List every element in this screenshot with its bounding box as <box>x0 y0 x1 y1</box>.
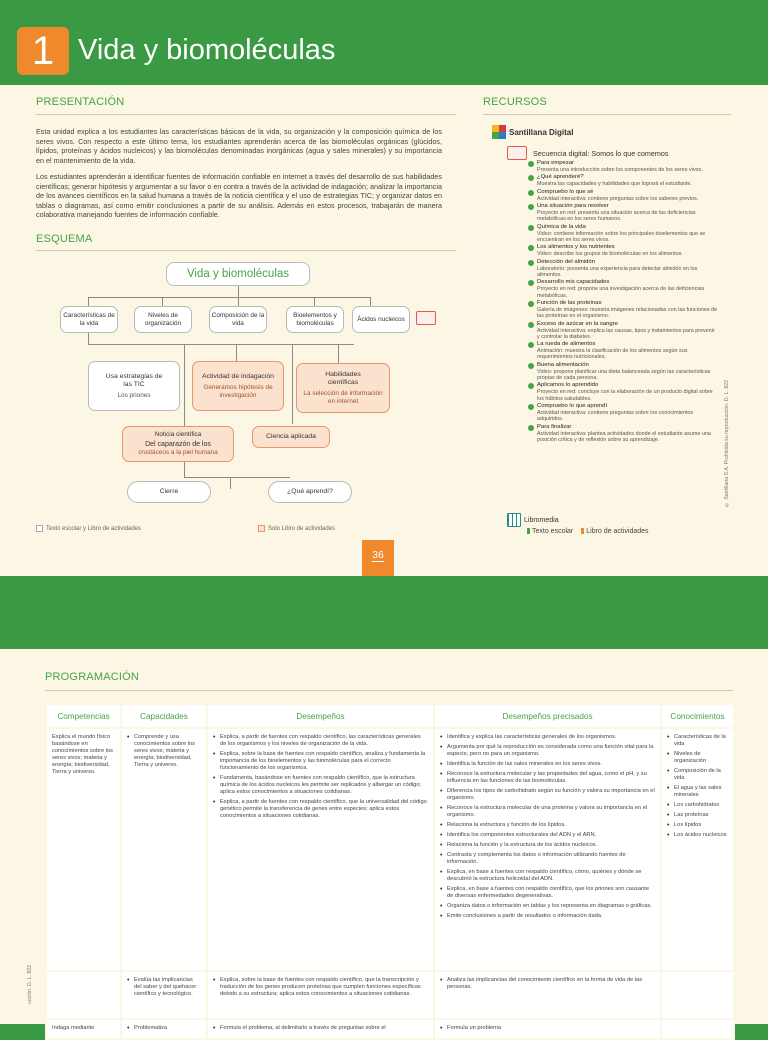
capacidades-cell <box>121 971 207 1019</box>
list-item: • Identifica y explica las características generales de los organismos. <box>440 734 655 741</box>
unit-number-badge: 1 <box>17 27 69 75</box>
bullet-icon <box>528 175 534 181</box>
side-copyright-note: ucción. D. L. 822 <box>27 965 33 1004</box>
presentacion-paragraph-2: Los estudiantes aprenderán a identificar fuentes de información confiable en internet a través del desarrollo de sus habilidades científicas; generar hipótesis y argumentar a su favor o en contra a través de la actividad de indagación; analizar la importancia de los avances científicos en la salud humana a través de la noticia científica y el uso de estrategias TIC; y organizar datos en tablas o diagramas, así como emitir conclusiones a partir de su análisis. Además en estos procesos, trabajarán de manera colaborativa manejando fuentes de información confiable. <box>36 172 442 220</box>
precisados-cell <box>434 728 661 971</box>
esquema-title: Vida y biomoléculas <box>166 262 310 286</box>
divider <box>483 114 731 115</box>
capacidades-cell <box>121 728 207 971</box>
concept-composicion <box>209 306 267 333</box>
resource-item[interactable] <box>528 362 718 381</box>
legend-texto-escolar <box>527 528 573 535</box>
resource-description: Galería de imágenes: muestra imágenes relacionadas con las funciones de las proteínas en el organismo. <box>537 306 718 320</box>
programacion-heading: PROGRAMACIÓN <box>45 671 140 683</box>
orange-marker-icon <box>581 528 584 534</box>
connector <box>292 344 293 424</box>
bullet-icon <box>528 245 534 251</box>
resource-description: Presenta una introducción sobre los componentes de los seres vivos. <box>537 167 703 173</box>
page-number-tab <box>362 540 394 576</box>
desempenos-list <box>213 1025 428 1032</box>
bullet-icon <box>528 280 534 286</box>
copyright-note: © Santillana S.A. Prohibida su reproducción. D. L. 822 <box>724 380 730 508</box>
list-item: • Argumenta por qué la reproducción es considerada como una función vital para la especie, pero no para un organismo. <box>440 744 655 758</box>
concept-label: Niveles de organización <box>144 311 182 327</box>
table-header-row <box>46 704 734 728</box>
resource-item[interactable] <box>528 189 718 202</box>
resource-description: Actividad interactiva: contiene preguntas sobre los conocimientos adquiridos. <box>537 409 694 423</box>
list-item: • Composición de la vida <box>667 768 728 782</box>
legend-solo-libro <box>258 525 335 532</box>
competencia-cell <box>46 971 121 1019</box>
resource-title: ¿Qué aprenderé? <box>537 174 584 181</box>
competencia-text: Explica el mundo físico basándose en conocimientos sobre los seres vivos; materia y energía; biodiversidad, Tierra y universo. <box>52 734 114 775</box>
cierre-box <box>127 481 211 503</box>
table-row <box>46 728 734 971</box>
concept-label: Características de la vida <box>63 311 115 327</box>
list-item: • Organiza datos o información en tablas y los representa en diagramas o gráficas. <box>440 903 655 910</box>
sequence-title[interactable]: Secuencia digital: Somos lo que comemos <box>533 149 669 158</box>
legend-libro-actividades <box>581 528 648 535</box>
connector <box>236 344 237 361</box>
resource-description: Proyecto en red: propone una investigación acerca de las deficiencias metabólicas. <box>537 286 705 299</box>
capacidades-list <box>127 1025 201 1032</box>
noticia-subtitle-line2: crustáceos a la piel humana <box>138 449 218 456</box>
list-item: • Reconoce la estructura molecular de una proteína y valora su importancia en el organismo. <box>440 805 655 819</box>
list-item: • Contrasta y complementa los datos o información utilizando fuentes de información. <box>440 852 655 866</box>
list-item: • Reconoce la estructura molecular y las propiedades del agua, como el pH, y su influencia en las funciones de las biomoléculas. <box>440 771 655 785</box>
connector <box>184 477 290 478</box>
resource-item[interactable] <box>528 279 718 298</box>
resource-item[interactable] <box>528 174 718 187</box>
list-item: • Formula el problema, al delimitarlo a través de preguntas sobre el <box>213 1025 428 1032</box>
resource-title: Exceso de azúcar en la sangre <box>537 320 618 327</box>
list-item: • Formula un problema <box>440 1025 655 1032</box>
resource-item[interactable] <box>528 160 718 173</box>
santillana-digital-logo <box>492 125 573 139</box>
resource-title: La rueda de alimentos <box>537 341 596 348</box>
resource-item[interactable] <box>528 321 718 340</box>
bullet-icon <box>528 225 534 231</box>
header-competencias: Competencias <box>46 704 121 728</box>
resource-item[interactable] <box>528 382 718 401</box>
header-capacidades: Capacidades <box>121 704 207 728</box>
resource-title: Para finalizar <box>537 423 572 430</box>
header-desempenos-precisados: Desempeños precisados <box>434 704 661 728</box>
resource-description: Video: propone planificar una dieta balanceada según las características propias de cada persona. <box>537 368 711 381</box>
resource-description: Actividad interactiva: explica las causas, tipos y tratamientos para prevenir y controlar la diabetes. <box>537 327 715 340</box>
resource-description: Video: describe los grupos de biomoléculas en los alimentos. <box>537 251 683 258</box>
resource-title: Compruebo lo que sé <box>537 188 594 195</box>
noticia-title: Noticia científica <box>154 431 202 438</box>
habilidades-subtitle: La selección de información en internet <box>303 389 383 405</box>
resource-title: Química de la vida <box>537 223 586 230</box>
divider <box>45 690 733 691</box>
esquema-heading: ESQUEMA <box>36 233 93 245</box>
legend-label: Texto escolar <box>532 528 574 535</box>
list-item: • Explica, en base a fuentes con respaldo científico, que los priones son causante de diversas enfermedades degenerativas. <box>440 886 655 900</box>
digital-resource-folder-icon <box>416 311 436 325</box>
libromedia-legend <box>527 528 649 535</box>
list-item: • Los lípidos <box>667 822 728 829</box>
tic-subtitle: Los priones <box>117 391 151 399</box>
conocimientos-cell <box>661 1019 734 1039</box>
list-item: • Emite conclusiones a partir de resultados o información dada. <box>440 913 655 920</box>
connector <box>88 333 89 344</box>
cierre-label: Cierre <box>159 488 179 495</box>
resource-item[interactable] <box>528 403 718 422</box>
habilidades-box <box>296 363 390 413</box>
resource-description: Proyecto en red: concluye con la elaboración de un producto digital sobre los hábitos saludables. <box>537 389 713 402</box>
desempenos-cell <box>207 728 434 971</box>
recursos-heading: RECURSOS <box>483 96 547 108</box>
resource-item[interactable] <box>528 424 718 443</box>
resource-title: Aplicamos lo aprendido <box>537 382 599 389</box>
legend-label: Solo Libro de actividades <box>268 525 336 532</box>
conocimientos-cell <box>661 728 734 971</box>
programacion-table <box>45 703 735 1040</box>
divider <box>36 250 456 251</box>
bullet-icon <box>528 425 534 431</box>
precisados-list <box>440 734 655 920</box>
list-item: • Relaciona la estructura y función de los lípidos. <box>440 822 655 829</box>
capacidades-list <box>127 977 201 998</box>
unit-title: Vida y biomoléculas <box>78 34 336 66</box>
table-row <box>46 1019 734 1039</box>
bullet-icon <box>528 342 534 348</box>
resource-title: Compruebo lo que aprendí <box>537 402 608 409</box>
green-marker-icon <box>527 528 530 534</box>
list-item: • Los ácidos nucleicos <box>667 832 728 839</box>
concept-niveles <box>134 306 192 333</box>
bullet-icon <box>528 260 534 266</box>
desempenos-list <box>213 977 428 998</box>
resource-description: Video: contiene información sobre los principales bioelementos que se encuentran en los seres vivos. <box>537 230 706 243</box>
resource-item[interactable] <box>528 341 718 360</box>
precisados-cell <box>434 971 661 1019</box>
connector <box>338 344 339 363</box>
header-conocimientos: Conocimientos <box>661 704 734 728</box>
resource-description: Actividad interactiva: contiene preguntas sobre los saberes previos. <box>537 195 699 202</box>
resource-title: Buena alimentación <box>537 361 589 368</box>
list-item: • Explica, sobre la base de fuentes con respaldo científico, que la transcripción y traducción de los genes producen proteínas que cumplen funciones específicas debido a su estructura; aplica estos conocimientos a situaciones cotidianas. <box>213 977 428 998</box>
presentacion-paragraph-1: Esta unidad explica a los estudiantes las características básicas de la vida, su organización y la composición química de los seres vivos. Con respecto a este último tema, los estudiantes aprenderán acerca de las biomoléculas orgánicas (glúcidos, lípidos, proteínas y ácidos nucleicos) y las biomoléculas denominadas inorgánicas (agua y sales minerales) y su importancia en el mantenimiento de la vida. <box>36 127 442 165</box>
habilidades-title: Habilidades científicas <box>325 370 361 386</box>
list-item: • Identifica la función de las sales minerales en los seres vivos. <box>440 761 655 768</box>
list-item: • Fundamenta, basándose en fuentes con respaldo científico, que la estructura química de los ácidos nucleicos les permite ser replicados y albergar un código; aplica estos conocimientos a situaciones cotidianas. <box>213 775 428 796</box>
noticia-subtitle-line1: Del caparazón de los <box>145 441 211 448</box>
ciencia-aplicada-box <box>252 426 330 448</box>
concept-caracteristicas <box>60 306 118 333</box>
que-aprendi-label: ¿Qué aprendí? <box>287 488 333 495</box>
resource-item[interactable] <box>528 244 718 257</box>
bullet-icon <box>528 383 534 389</box>
competencia-cell <box>46 1019 121 1039</box>
resource-description: Proyecto en red: presenta una situación acerca de las deficiencias metabólicas en los seres humanos. <box>537 210 696 223</box>
que-aprendi-box <box>268 481 352 503</box>
connector <box>370 297 371 306</box>
resource-title: Los alimentos y los nutrientes <box>537 244 615 251</box>
legend-orange-swatch-icon <box>258 525 265 532</box>
list-item: • Explica, a partir de fuentes con respaldo científico, las características generales de los organismos y los niveles de organización de la vida. <box>213 734 428 748</box>
capacidades-cell <box>121 1019 207 1039</box>
brand-label: Santillana Digital <box>509 127 574 137</box>
page-number: 36 <box>372 549 384 561</box>
legend-white-swatch-icon <box>36 525 43 532</box>
list-item: • Características de la vida <box>667 734 728 748</box>
desempenos-list <box>213 734 428 820</box>
list-item: • Las proteínas <box>667 812 728 819</box>
bullet-icon <box>528 322 534 328</box>
concept-label: Bioelementos y biomoléculas <box>293 311 337 327</box>
list-item: • Diferencia los tipos de carbohidrato según su función y valora su importancia en el organismo. <box>440 788 655 802</box>
header-desempenos: Desempeños <box>207 704 434 728</box>
bullet-icon <box>528 161 534 167</box>
santillana-logo-icon <box>492 125 506 139</box>
list-item: • Relaciona la función y la estructura de los ácidos nucleicos. <box>440 842 655 849</box>
competencia-cell <box>46 728 121 971</box>
resource-title: Una situación para resolver <box>537 203 609 210</box>
resource-description: Laboratorio: presenta una experiencia para detectar almidón en los alimentos. <box>537 265 698 278</box>
list-item: • Explica, a partir de fuentes con respaldo científico, que la universalidad del código genético permite la transferencia de genes entre especies; aplica estos conocimientos a situaciones cotidianas. <box>213 799 428 820</box>
resource-description: Actividad interactiva: plantea actividades donde el estudiante asume una posición crítica y de reflexión sobre su aprendizaje. <box>537 430 711 443</box>
resource-description: Muestra las capacidades y habilidades que logrará el estudiante. <box>537 181 692 188</box>
tic-strategies-box <box>88 361 180 411</box>
connector <box>88 297 89 306</box>
connector <box>88 344 354 345</box>
list-item: • Problematiza <box>127 1025 201 1032</box>
resource-item[interactable] <box>528 259 718 278</box>
noticia-box <box>122 426 234 462</box>
connector <box>230 477 231 489</box>
list-item: • Evalúa las implicancias del saber y del quehacer científico y tecnológico. <box>127 977 201 998</box>
precisados-cell <box>434 1019 661 1039</box>
bullet-icon <box>528 204 534 210</box>
resource-list <box>528 160 718 444</box>
list-item: • Identifica los componentes estructurales del ADN y el ARN. <box>440 832 655 839</box>
libromedia-book-icon <box>507 513 521 527</box>
capacidades-list <box>127 734 201 769</box>
resource-item[interactable] <box>528 224 718 243</box>
resource-title: Detección del almidón <box>537 258 595 265</box>
sequence-folder-icon <box>507 146 527 160</box>
list-item: • El agua y las sales minerales <box>667 785 728 799</box>
indagacion-box <box>192 361 284 411</box>
resource-title: Para empezar <box>537 160 574 166</box>
desempenos-cell <box>207 1019 434 1039</box>
bullet-icon <box>528 301 534 307</box>
tic-title: Usa estrategias de las TIC <box>105 372 163 388</box>
list-item: • Comprende y usa conocimientos sobre los seres vivos; materia y energía; biodiversidad, Tierra y universo. <box>127 734 201 769</box>
connector <box>238 286 239 297</box>
connector <box>88 297 370 298</box>
concept-label: Composición de la vida <box>211 311 265 327</box>
libromedia-label: Libromedia <box>524 516 559 524</box>
bullet-icon <box>528 363 534 369</box>
connector <box>314 297 315 306</box>
indagacion-title: Actividad de indagación <box>202 372 274 380</box>
legend-label: Texto escolar y Libro de actividades <box>46 525 142 532</box>
resource-title: Desarrollo mis capacidades <box>537 279 610 286</box>
conocimientos-cell <box>661 971 734 1019</box>
precisados-list <box>440 1025 655 1032</box>
resource-description: Animación: muestra la clasificación de los alimentos según sus requerimientos nutricionales. <box>537 348 688 361</box>
bullet-icon <box>528 190 534 196</box>
presentacion-heading: PRESENTACIÓN <box>36 96 125 108</box>
libromedia[interactable] <box>507 513 559 527</box>
resource-title: Función de las proteínas <box>537 299 602 306</box>
resource-item[interactable] <box>528 203 718 222</box>
list-item: • Los carbohidratos <box>667 802 728 809</box>
connector <box>162 297 163 306</box>
list-item: • Explica, sobre la base de fuentes con respaldo científico, analiza y fundamenta la importancia de los bioelementos y las biomoléculas para el correcto funcionamiento de los organismos. <box>213 751 428 772</box>
divider <box>36 114 456 115</box>
desempenos-cell <box>207 971 434 1019</box>
concept-acidos-nucleicos <box>352 306 410 333</box>
precisados-list <box>440 977 655 991</box>
table-row <box>46 971 734 1019</box>
concept-label: Ácidos nucleicos <box>357 315 405 323</box>
legend-label: Libro de actividades <box>586 528 649 535</box>
list-item: • Analiza las implicancias del conocimiento científico en la forma de vida de las personas. <box>440 977 655 991</box>
ciencia-label: Ciencia aplicada <box>266 433 316 440</box>
list-item: • Explica, en base a fuentes con respaldo científico, cómo, quiénes y dónde se descubrió la estructura helicoidal del ADN. <box>440 869 655 883</box>
resource-item[interactable] <box>528 300 718 319</box>
competencia-text: Indaga mediante <box>52 1025 95 1031</box>
conocimientos-list <box>667 734 728 839</box>
connector <box>238 297 239 306</box>
concept-bioelementos <box>286 306 344 333</box>
legend-texto-escolar <box>36 525 141 532</box>
list-item: • Niveles de organización <box>667 751 728 765</box>
bullet-icon <box>528 404 534 410</box>
indagacion-subtitle: Generamos hipótesis de investigación <box>203 383 273 399</box>
